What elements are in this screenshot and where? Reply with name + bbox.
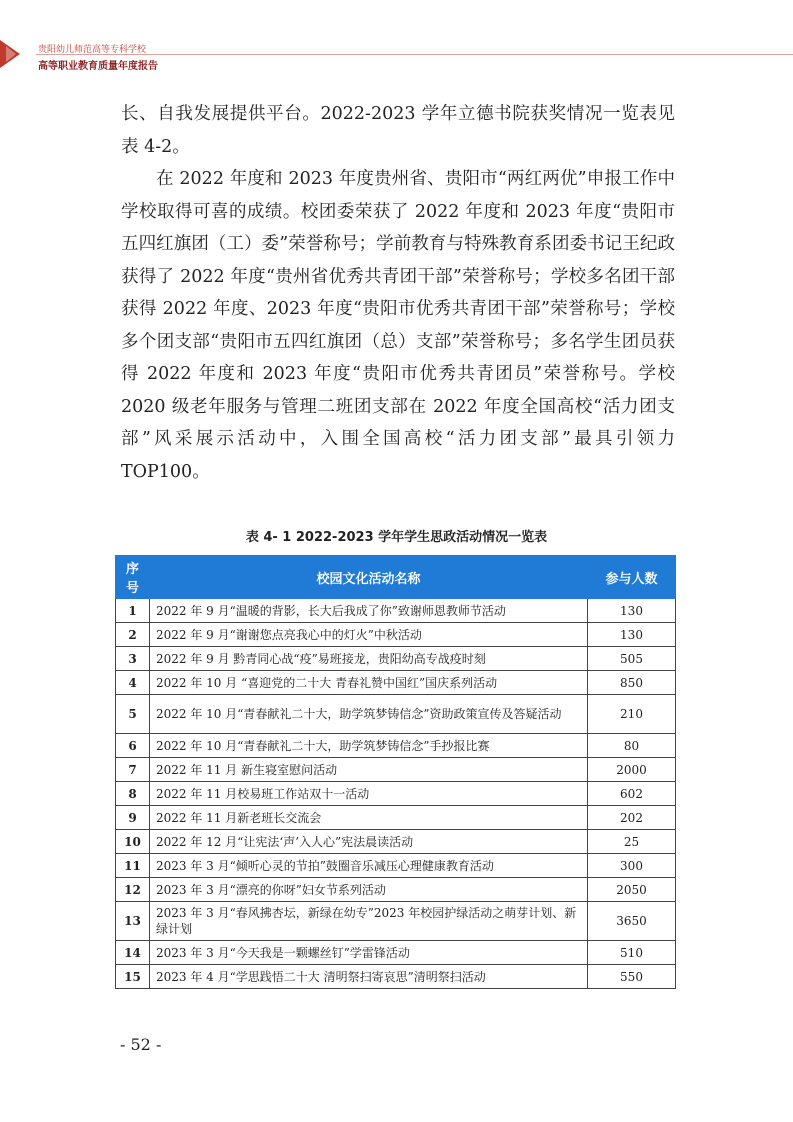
table-row bbox=[116, 965, 676, 989]
row-count: 3650 bbox=[588, 902, 676, 941]
row-name: 2023 年 3 月“今天我是一颗螺丝钉”学雷锋活动 bbox=[150, 941, 588, 965]
row-count: 2000 bbox=[588, 758, 676, 782]
page-header bbox=[0, 38, 793, 78]
row-name: 2023 年 3 月“漂亮的你呀”妇女节系列活动 bbox=[150, 878, 588, 902]
table-row bbox=[116, 734, 676, 758]
row-count: 505 bbox=[588, 647, 676, 671]
table-row bbox=[116, 854, 676, 878]
school-logo-icon bbox=[0, 40, 24, 68]
row-no: 11 bbox=[116, 854, 150, 878]
row-count: 850 bbox=[588, 671, 676, 695]
table-row bbox=[116, 623, 676, 647]
row-name: 2023 年 4 月“学思践悟二十大 清明祭扫寄哀思”清明祭扫活动 bbox=[150, 965, 588, 989]
row-name: 2022 年 9 月“温暖的背影，长大后我成了你”致谢师恩教师节活动 bbox=[150, 599, 588, 623]
header-rule bbox=[36, 54, 793, 55]
row-count: 300 bbox=[588, 854, 676, 878]
row-name: 2022 年 11 月新老班长交流会 bbox=[150, 806, 588, 830]
row-name: 2022 年 11 月 新生寝室慰问活动 bbox=[150, 758, 588, 782]
row-count: 510 bbox=[588, 941, 676, 965]
row-count: 130 bbox=[588, 599, 676, 623]
row-no: 8 bbox=[116, 782, 150, 806]
row-no: 14 bbox=[116, 941, 150, 965]
activity-table bbox=[115, 555, 676, 989]
row-name: 2022 年 9 月 黔青同心战“疫”易班接龙，贵阳幼高专战疫时刻 bbox=[150, 647, 588, 671]
row-name: 2022 年 9 月“谢谢您点亮我心中的灯火”中秋活动 bbox=[150, 623, 588, 647]
row-no: 9 bbox=[116, 806, 150, 830]
row-count: 210 bbox=[588, 695, 676, 734]
table-row bbox=[116, 878, 676, 902]
row-no: 12 bbox=[116, 878, 150, 902]
row-name: 2022 年 12 月“让宪法‘声’入人心”宪法晨读活动 bbox=[150, 830, 588, 854]
row-count: 130 bbox=[588, 623, 676, 647]
header-report-title: 高等职业教育质量年度报告 bbox=[38, 61, 158, 72]
table-row bbox=[116, 830, 676, 854]
row-no: 13 bbox=[116, 902, 150, 941]
paragraph-1: 长、自我发展提供平台。2022-2023 学年立德书院获奖情况一览表见表 4-2。 bbox=[121, 104, 675, 157]
header-count: 参与人数 bbox=[588, 556, 676, 599]
table-row bbox=[116, 806, 676, 830]
row-no: 6 bbox=[116, 734, 150, 758]
table-row bbox=[116, 902, 676, 941]
table-row bbox=[116, 647, 676, 671]
table-row bbox=[116, 758, 676, 782]
page-number: - 52 - bbox=[120, 1035, 162, 1054]
row-no: 15 bbox=[116, 965, 150, 989]
row-no: 10 bbox=[116, 830, 150, 854]
header-no: 序号 bbox=[116, 556, 150, 599]
row-name: 2022 年 10 月 “喜迎党的二十大 青春礼赞中国红”国庆系列活动 bbox=[150, 671, 588, 695]
table-caption: 表 4- 1 2022-2023 学年学生思政活动情况一览表 bbox=[245, 530, 548, 545]
paragraph-2: 在 2022 年度和 2023 年度贵州省、贵阳市“两红两优”申报工作中学校取得可喜的成绩。校团委荣获了 2022 年度和 2023 年度“贵阳市五四红旗团（工）委”荣誉称号；学前教育与特殊教育系团委书记王纪政获得了 2022 年度“贵州省优秀共青团干部”荣誉称号；学校多名团干部获得 2022 年度、2023 年度“贵阳市优秀共青团干部”荣誉称号；学校多个团支部“贵阳市五四红旗团（总）支部”荣誉称号；多名学生团员获得 2022 年度和 2023 年度“贵阳市优秀共青团员”荣誉称号。学校 2020 级老年服务与管理二班团支部在 2022 年度全国高校“活力团支部”风采展示活动中，入围全国高校“活力团支部”最具引领力 TOP100。 bbox=[121, 169, 675, 482]
table-row bbox=[116, 782, 676, 806]
row-count: 2050 bbox=[588, 878, 676, 902]
row-no: 5 bbox=[116, 695, 150, 734]
row-count: 550 bbox=[588, 965, 676, 989]
row-no: 2 bbox=[116, 623, 150, 647]
row-count: 25 bbox=[588, 830, 676, 854]
row-name: 2023 年 3 月“倾听心灵的节拍”鼓圈音乐减压心理健康教育活动 bbox=[150, 854, 588, 878]
table-row bbox=[116, 695, 676, 734]
row-no: 4 bbox=[116, 671, 150, 695]
row-name: 2022 年 10 月“青春献礼二十大，助学筑梦铸信念”手抄报比赛 bbox=[150, 734, 588, 758]
row-name: 2023 年 3 月“春风拂杏坛，新绿在幼专”2023 年校园护绿活动之萌芽计划、新绿计划 bbox=[150, 902, 588, 941]
row-no: 3 bbox=[116, 647, 150, 671]
table-row bbox=[116, 941, 676, 965]
row-no: 1 bbox=[116, 599, 150, 623]
row-count: 80 bbox=[588, 734, 676, 758]
table-row bbox=[116, 671, 676, 695]
table-row bbox=[116, 599, 676, 623]
row-name: 2022 年 11 月校易班工作站双十一活动 bbox=[150, 782, 588, 806]
header-name: 校园文化活动名称 bbox=[150, 556, 588, 599]
row-count: 202 bbox=[588, 806, 676, 830]
table-header-row bbox=[116, 556, 676, 599]
row-no: 7 bbox=[116, 758, 150, 782]
row-name: 2022 年 10 月“青春献礼二十大，助学筑梦铸信念”资助政策宣传及答疑活动 bbox=[150, 695, 588, 734]
row-count: 602 bbox=[588, 782, 676, 806]
header-school-name: 贵阳幼儿师范高等专科学校 bbox=[38, 45, 147, 55]
